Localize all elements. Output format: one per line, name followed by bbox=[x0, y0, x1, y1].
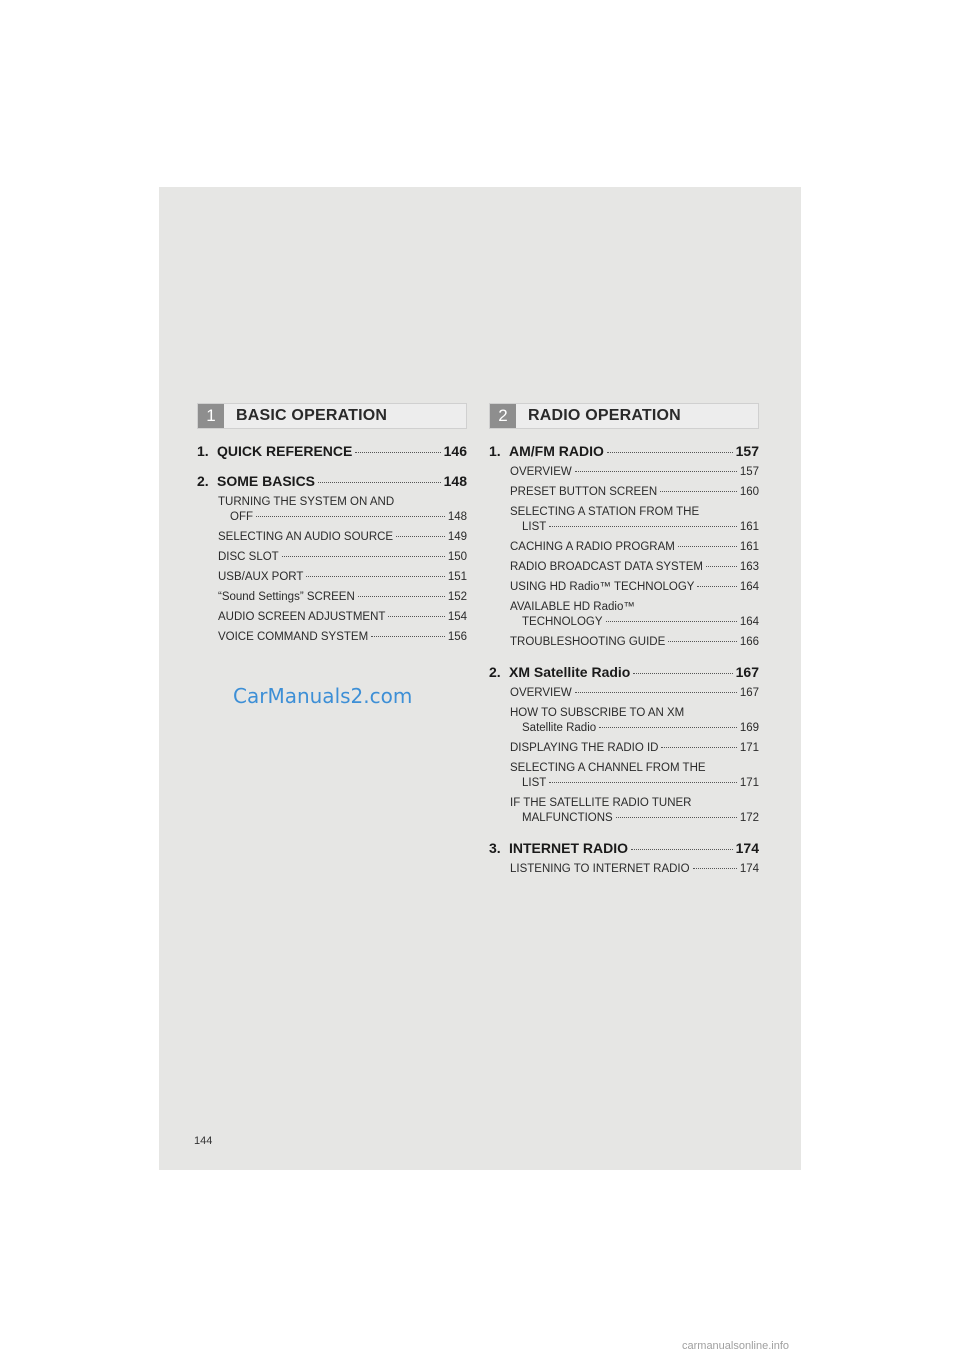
subentry-page: 149 bbox=[447, 531, 467, 543]
subentry-title: CACHING A RADIO PROGRAM bbox=[510, 541, 675, 553]
subentry-page: 169 bbox=[739, 722, 759, 734]
chapter-number: 2. bbox=[197, 473, 209, 489]
radio-operation-column bbox=[489, 403, 759, 877]
toc-subentry[interactable] bbox=[218, 570, 467, 585]
subentry-title: MALFUNCTIONS bbox=[522, 812, 613, 824]
subentry-title-line1: TURNING THE SYSTEM ON AND bbox=[218, 496, 395, 508]
subentry-page: 167 bbox=[739, 687, 759, 699]
toc-subentry[interactable] bbox=[510, 505, 759, 535]
subentry-title: Satellite Radio bbox=[522, 722, 597, 734]
chapter-title: SOME BASICS bbox=[217, 473, 316, 489]
toc-subentry[interactable] bbox=[510, 761, 759, 791]
subentry-title-line1: AVAILABLE HD Radio™ bbox=[510, 601, 635, 613]
toc-subentry[interactable] bbox=[510, 580, 759, 595]
chapter-page: 148 bbox=[443, 473, 467, 489]
subentry-row bbox=[510, 862, 759, 877]
chapter-title: QUICK REFERENCE bbox=[217, 443, 353, 459]
subentry-list bbox=[218, 495, 467, 645]
subentry-page: 161 bbox=[739, 541, 759, 553]
chapter-entry[interactable] bbox=[197, 443, 467, 459]
subentry-row bbox=[218, 590, 467, 605]
subentry-row bbox=[510, 560, 759, 575]
subentry-title: USB/AUX PORT bbox=[218, 571, 304, 583]
toc-subentry[interactable] bbox=[218, 590, 467, 605]
subentry-row bbox=[510, 520, 759, 535]
dot-leader bbox=[706, 566, 737, 567]
subentry-list bbox=[510, 862, 759, 877]
subentry-title: USING HD Radio™ TECHNOLOGY bbox=[510, 581, 695, 593]
subentry-page: 154 bbox=[447, 611, 467, 623]
subentry-title: DISC SLOT bbox=[218, 551, 279, 563]
subentry-row bbox=[510, 635, 759, 650]
dot-leader bbox=[606, 621, 737, 622]
subentry-row bbox=[218, 550, 467, 565]
subentry-title: SELECTING AN AUDIO SOURCE bbox=[218, 531, 394, 543]
dot-leader bbox=[661, 747, 736, 748]
chapter-title: INTERNET RADIO bbox=[509, 840, 628, 856]
toc-subentry[interactable] bbox=[218, 630, 467, 645]
toc-subentry[interactable] bbox=[510, 465, 759, 480]
subentry-row bbox=[510, 686, 759, 701]
toc-subentry[interactable] bbox=[510, 796, 759, 826]
subentry-row bbox=[218, 570, 467, 585]
subentry-title: OVERVIEW bbox=[510, 687, 572, 699]
chapter-page: 146 bbox=[443, 443, 467, 459]
toc-list bbox=[197, 443, 467, 645]
subentry-row bbox=[218, 510, 467, 525]
subentry-row bbox=[218, 530, 467, 545]
section-header-radio-operation bbox=[489, 403, 759, 429]
dot-leader bbox=[318, 482, 441, 483]
subentry-row bbox=[510, 485, 759, 500]
subentry-title: TROUBLESHOOTING GUIDE bbox=[510, 636, 666, 648]
section-header-basic-operation bbox=[197, 403, 467, 429]
dot-leader bbox=[575, 471, 737, 472]
subentry-row bbox=[510, 580, 759, 595]
dot-leader bbox=[549, 782, 737, 783]
subentry-page: 164 bbox=[739, 616, 759, 628]
chapter-number: 3. bbox=[489, 840, 501, 856]
dot-leader bbox=[607, 452, 733, 453]
subentry-title: VOICE COMMAND SYSTEM bbox=[218, 631, 369, 643]
toc-subentry[interactable] bbox=[218, 550, 467, 565]
dot-leader bbox=[256, 516, 445, 517]
subentry-page: 172 bbox=[739, 812, 759, 824]
subentry-page: 151 bbox=[447, 571, 467, 583]
toc-subentry[interactable] bbox=[510, 600, 759, 630]
subentry-title-line1: IF THE SATELLITE RADIO TUNER bbox=[510, 797, 692, 809]
basic-operation-column bbox=[197, 403, 467, 645]
footer-watermark: carmanualsonline.info bbox=[682, 1340, 790, 1352]
chapter-entry[interactable] bbox=[197, 473, 467, 489]
section-title: BASIC OPERATION bbox=[236, 407, 388, 424]
chapter-title: XM Satellite Radio bbox=[509, 664, 631, 680]
chapter-number: 1. bbox=[489, 443, 501, 459]
section-number: 2 bbox=[490, 404, 516, 428]
subentry-page: 161 bbox=[739, 521, 759, 533]
toc-subentry[interactable] bbox=[510, 862, 759, 877]
subentry-title: OFF bbox=[230, 511, 253, 523]
section-number: 1 bbox=[198, 404, 224, 428]
dot-leader bbox=[282, 556, 445, 557]
subentry-page: 150 bbox=[447, 551, 467, 563]
subentry-list bbox=[510, 465, 759, 650]
toc-list bbox=[489, 443, 759, 877]
subentry-title: OVERVIEW bbox=[510, 466, 572, 478]
chapter-title: AM/FM RADIO bbox=[509, 443, 604, 459]
chapter-number: 2. bbox=[489, 664, 501, 680]
toc-subentry[interactable] bbox=[510, 686, 759, 701]
subentry-title: AUDIO SCREEN ADJUSTMENT bbox=[218, 611, 386, 623]
dot-leader bbox=[599, 727, 737, 728]
subentry-page: 174 bbox=[739, 863, 759, 875]
toc-subentry[interactable] bbox=[510, 485, 759, 500]
dot-leader bbox=[668, 641, 737, 642]
chapter-page: 174 bbox=[735, 840, 759, 856]
toc-subentry[interactable] bbox=[218, 530, 467, 545]
dot-leader bbox=[633, 673, 732, 674]
subentry-title-line1: SELECTING A CHANNEL FROM THE bbox=[510, 762, 706, 774]
subentry-page: 171 bbox=[739, 742, 759, 754]
subentry-title-line1: SELECTING A STATION FROM THE bbox=[510, 506, 700, 518]
subentry-page: 157 bbox=[739, 466, 759, 478]
subentry-title: LIST bbox=[522, 521, 547, 533]
dot-leader bbox=[358, 596, 445, 597]
dot-leader bbox=[575, 692, 737, 693]
dot-leader bbox=[631, 849, 733, 850]
subentry-title: TECHNOLOGY bbox=[522, 616, 603, 628]
subentry-page: 166 bbox=[739, 636, 759, 648]
dot-leader bbox=[697, 586, 736, 587]
chapter-entry[interactable] bbox=[489, 443, 759, 459]
subentry-title: PRESET BUTTON SCREEN bbox=[510, 486, 658, 498]
dot-leader bbox=[306, 576, 444, 577]
chapter-entry[interactable] bbox=[489, 840, 759, 856]
dot-leader bbox=[616, 817, 737, 818]
dot-leader bbox=[660, 491, 737, 492]
subentry-title: DISPLAYING THE RADIO ID bbox=[510, 742, 659, 754]
chapter-page: 157 bbox=[735, 443, 759, 459]
subentry-title: LIST bbox=[522, 777, 547, 789]
subentry-row bbox=[510, 811, 759, 826]
subentry-title-line1: HOW TO SUBSCRIBE TO AN XM bbox=[510, 707, 685, 719]
dot-leader bbox=[355, 452, 440, 453]
toc-subentry[interactable] bbox=[218, 610, 467, 625]
chapter-page: 167 bbox=[735, 664, 759, 680]
chapter-number: 1. bbox=[197, 443, 209, 459]
subentry-page: 160 bbox=[739, 486, 759, 498]
toc-subentry[interactable] bbox=[510, 706, 759, 736]
toc-subentry[interactable] bbox=[510, 560, 759, 575]
subentry-row bbox=[510, 540, 759, 555]
subentry-title: “Sound Settings” SCREEN bbox=[218, 591, 355, 603]
dot-leader bbox=[396, 536, 445, 537]
subentry-page: 148 bbox=[447, 511, 467, 523]
page-number: 144 bbox=[194, 1135, 213, 1147]
subentry-page: 164 bbox=[739, 581, 759, 593]
subentry-row bbox=[510, 741, 759, 756]
toc-subentry[interactable] bbox=[510, 635, 759, 650]
toc-subentry[interactable] bbox=[510, 540, 759, 555]
subentry-page: 163 bbox=[739, 561, 759, 573]
dot-leader bbox=[549, 526, 737, 527]
subentry-list bbox=[510, 686, 759, 826]
dot-leader bbox=[678, 546, 737, 547]
toc-subentry[interactable] bbox=[510, 741, 759, 756]
toc-subentry[interactable] bbox=[218, 495, 467, 525]
chapter-entry[interactable] bbox=[489, 664, 759, 680]
subentry-title: LISTENING TO INTERNET RADIO bbox=[510, 863, 690, 875]
dot-leader bbox=[693, 868, 737, 869]
subentry-page: 171 bbox=[739, 777, 759, 789]
subentry-row bbox=[510, 776, 759, 791]
dot-leader bbox=[388, 616, 444, 617]
subentry-page: 156 bbox=[447, 631, 467, 643]
subentry-row bbox=[510, 465, 759, 480]
dot-leader bbox=[371, 636, 445, 637]
subentry-row bbox=[218, 630, 467, 645]
subentry-page: 152 bbox=[447, 591, 467, 603]
subentry-row bbox=[218, 610, 467, 625]
subentry-row bbox=[510, 615, 759, 630]
subentry-row bbox=[510, 721, 759, 736]
subentry-title: RADIO BROADCAST DATA SYSTEM bbox=[510, 561, 703, 573]
watermark-logo: CarManuals2.com bbox=[233, 684, 413, 708]
section-title: RADIO OPERATION bbox=[528, 407, 681, 424]
